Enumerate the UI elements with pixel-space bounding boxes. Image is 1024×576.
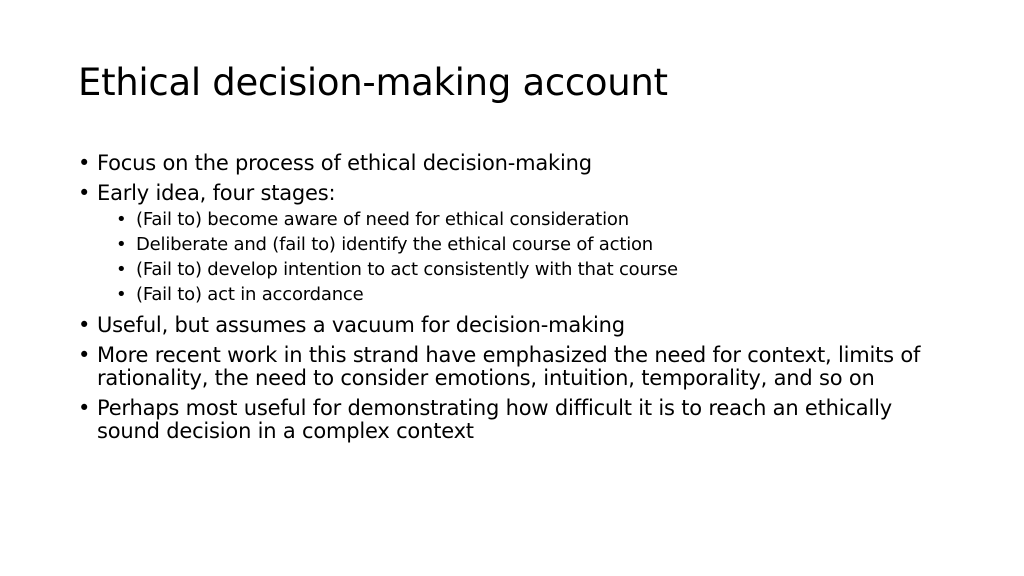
sub-bullet-list bbox=[97, 207, 958, 307]
bullet-text: Perhaps most useful for demonstrating how difficult it is to reach an ethically sound decision in a complex context bbox=[97, 396, 892, 443]
bullet-item bbox=[78, 182, 958, 307]
bullet-text: Early idea, four stages: bbox=[97, 181, 336, 205]
sub-bullet-item: • (Fail to) develop intention to act consistently with that course bbox=[116, 257, 958, 282]
bullet-item bbox=[78, 344, 958, 390]
bullet-item bbox=[78, 314, 958, 337]
bullet-list bbox=[78, 152, 958, 450]
bullet-text: Focus on the process of ethical decision-making bbox=[97, 151, 592, 175]
bullet-item bbox=[78, 397, 958, 443]
sub-bullet-item: • (Fail to) become aware of need for ethical consideration bbox=[116, 207, 958, 232]
sub-bullet-item: • (Fail to) act in accordance bbox=[116, 282, 958, 307]
bullet-item bbox=[78, 152, 958, 175]
bullet-text: More recent work in this strand have emphasized the need for context, limits of rationality, the need to consider emotions, intuition, temporality, and so on bbox=[97, 343, 921, 390]
sub-bullet-item: • Deliberate and (fail to) identify the ethical course of action bbox=[116, 232, 958, 257]
slide-title: Ethical decision-making account bbox=[78, 61, 668, 104]
bullet-text: Useful, but assumes a vacuum for decision-making bbox=[97, 313, 625, 337]
